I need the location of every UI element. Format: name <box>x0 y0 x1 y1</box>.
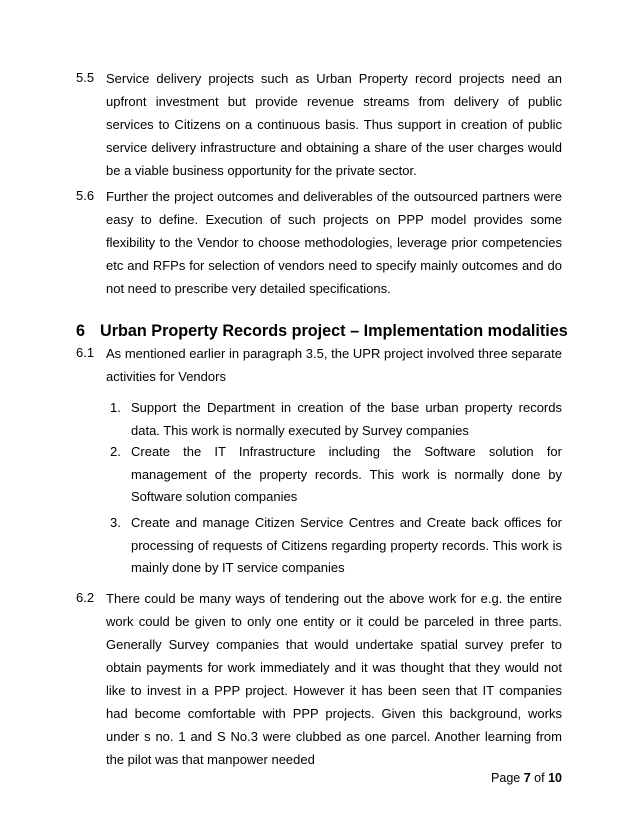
paragraph-number: 6.2 <box>76 590 95 605</box>
list-item-number: 3. <box>110 515 121 530</box>
list-item-2 <box>110 441 562 509</box>
list-item-text: Support the Department in creation of the base urban property records data. This work is normally executed by Survey companies <box>131 400 562 438</box>
of-label: of <box>534 771 545 785</box>
page-label: Page <box>491 771 521 785</box>
paragraph-number: 5.5 <box>76 70 95 85</box>
paragraph-text: As mentioned earlier in paragraph 3.5, the UPR project involved three separate activities for Vendors <box>106 346 562 384</box>
paragraph-text: Service delivery projects such as Urban Property record projects need an upfront investment but provide revenue streams from delivery of public services to Citizens on a continuous basis. Thus support in creation of public service delivery infrastructure and obtaining a share of the user charges would be a viable business opportunity for the private sector. <box>106 71 562 178</box>
section-title: Urban Property Records project – Implementation modalities <box>100 322 568 340</box>
list-item-3 <box>110 512 562 580</box>
paragraph-number: 6.1 <box>76 345 95 360</box>
paragraph-text: Further the project outcomes and deliverables of the outsourced partners were easy to define. Execution of such projects on PPP model provides some flexibility to the Vendor to choose methodologies, leverage prior competencies etc and RFPs for selection of vendors need to specify mainly outcomes and do not need to prescribe very detailed specifications. <box>106 189 562 296</box>
list-item-number: 2. <box>110 444 121 459</box>
paragraph-text: There could be many ways of tendering out the above work for e.g. the entire work could be given to only one entity or it could be parceled in three parts. Generally Survey companies that would undertake spatial survey prefer to obtain payments for work immediately and it was thought that they would not like to invest in a PPP project. However it has been seen that IT companies had become comfortable with PPP projects. Given this background, works under s no. 1 and S No.3 were clubbed as one parcel. Another learning from the pilot was that manpower needed <box>106 591 562 767</box>
paragraph-6-2 <box>76 587 562 771</box>
paragraph-number: 5.6 <box>76 188 95 203</box>
section-number: 6 <box>76 322 86 340</box>
paragraph-5-5 <box>76 67 562 182</box>
list-item-text: Create and manage Citizen Service Centres and Create back offices for processing of requests of Citizens regarding property records. This work is mainly done by IT service companies <box>131 515 562 575</box>
list-item-1 <box>110 397 562 442</box>
section-heading-6 <box>76 320 576 342</box>
list-item-number: 1. <box>110 400 121 415</box>
page-current: 7 <box>523 771 531 785</box>
paragraph-5-6 <box>76 185 562 300</box>
list-item-text: Create the IT Infrastructure including the Software solution for management of the property records. This work is normally done by Software solution companies <box>131 444 562 504</box>
paragraph-6-1 <box>76 342 562 388</box>
page-footer <box>470 771 562 785</box>
page-total: 10 <box>548 771 562 785</box>
